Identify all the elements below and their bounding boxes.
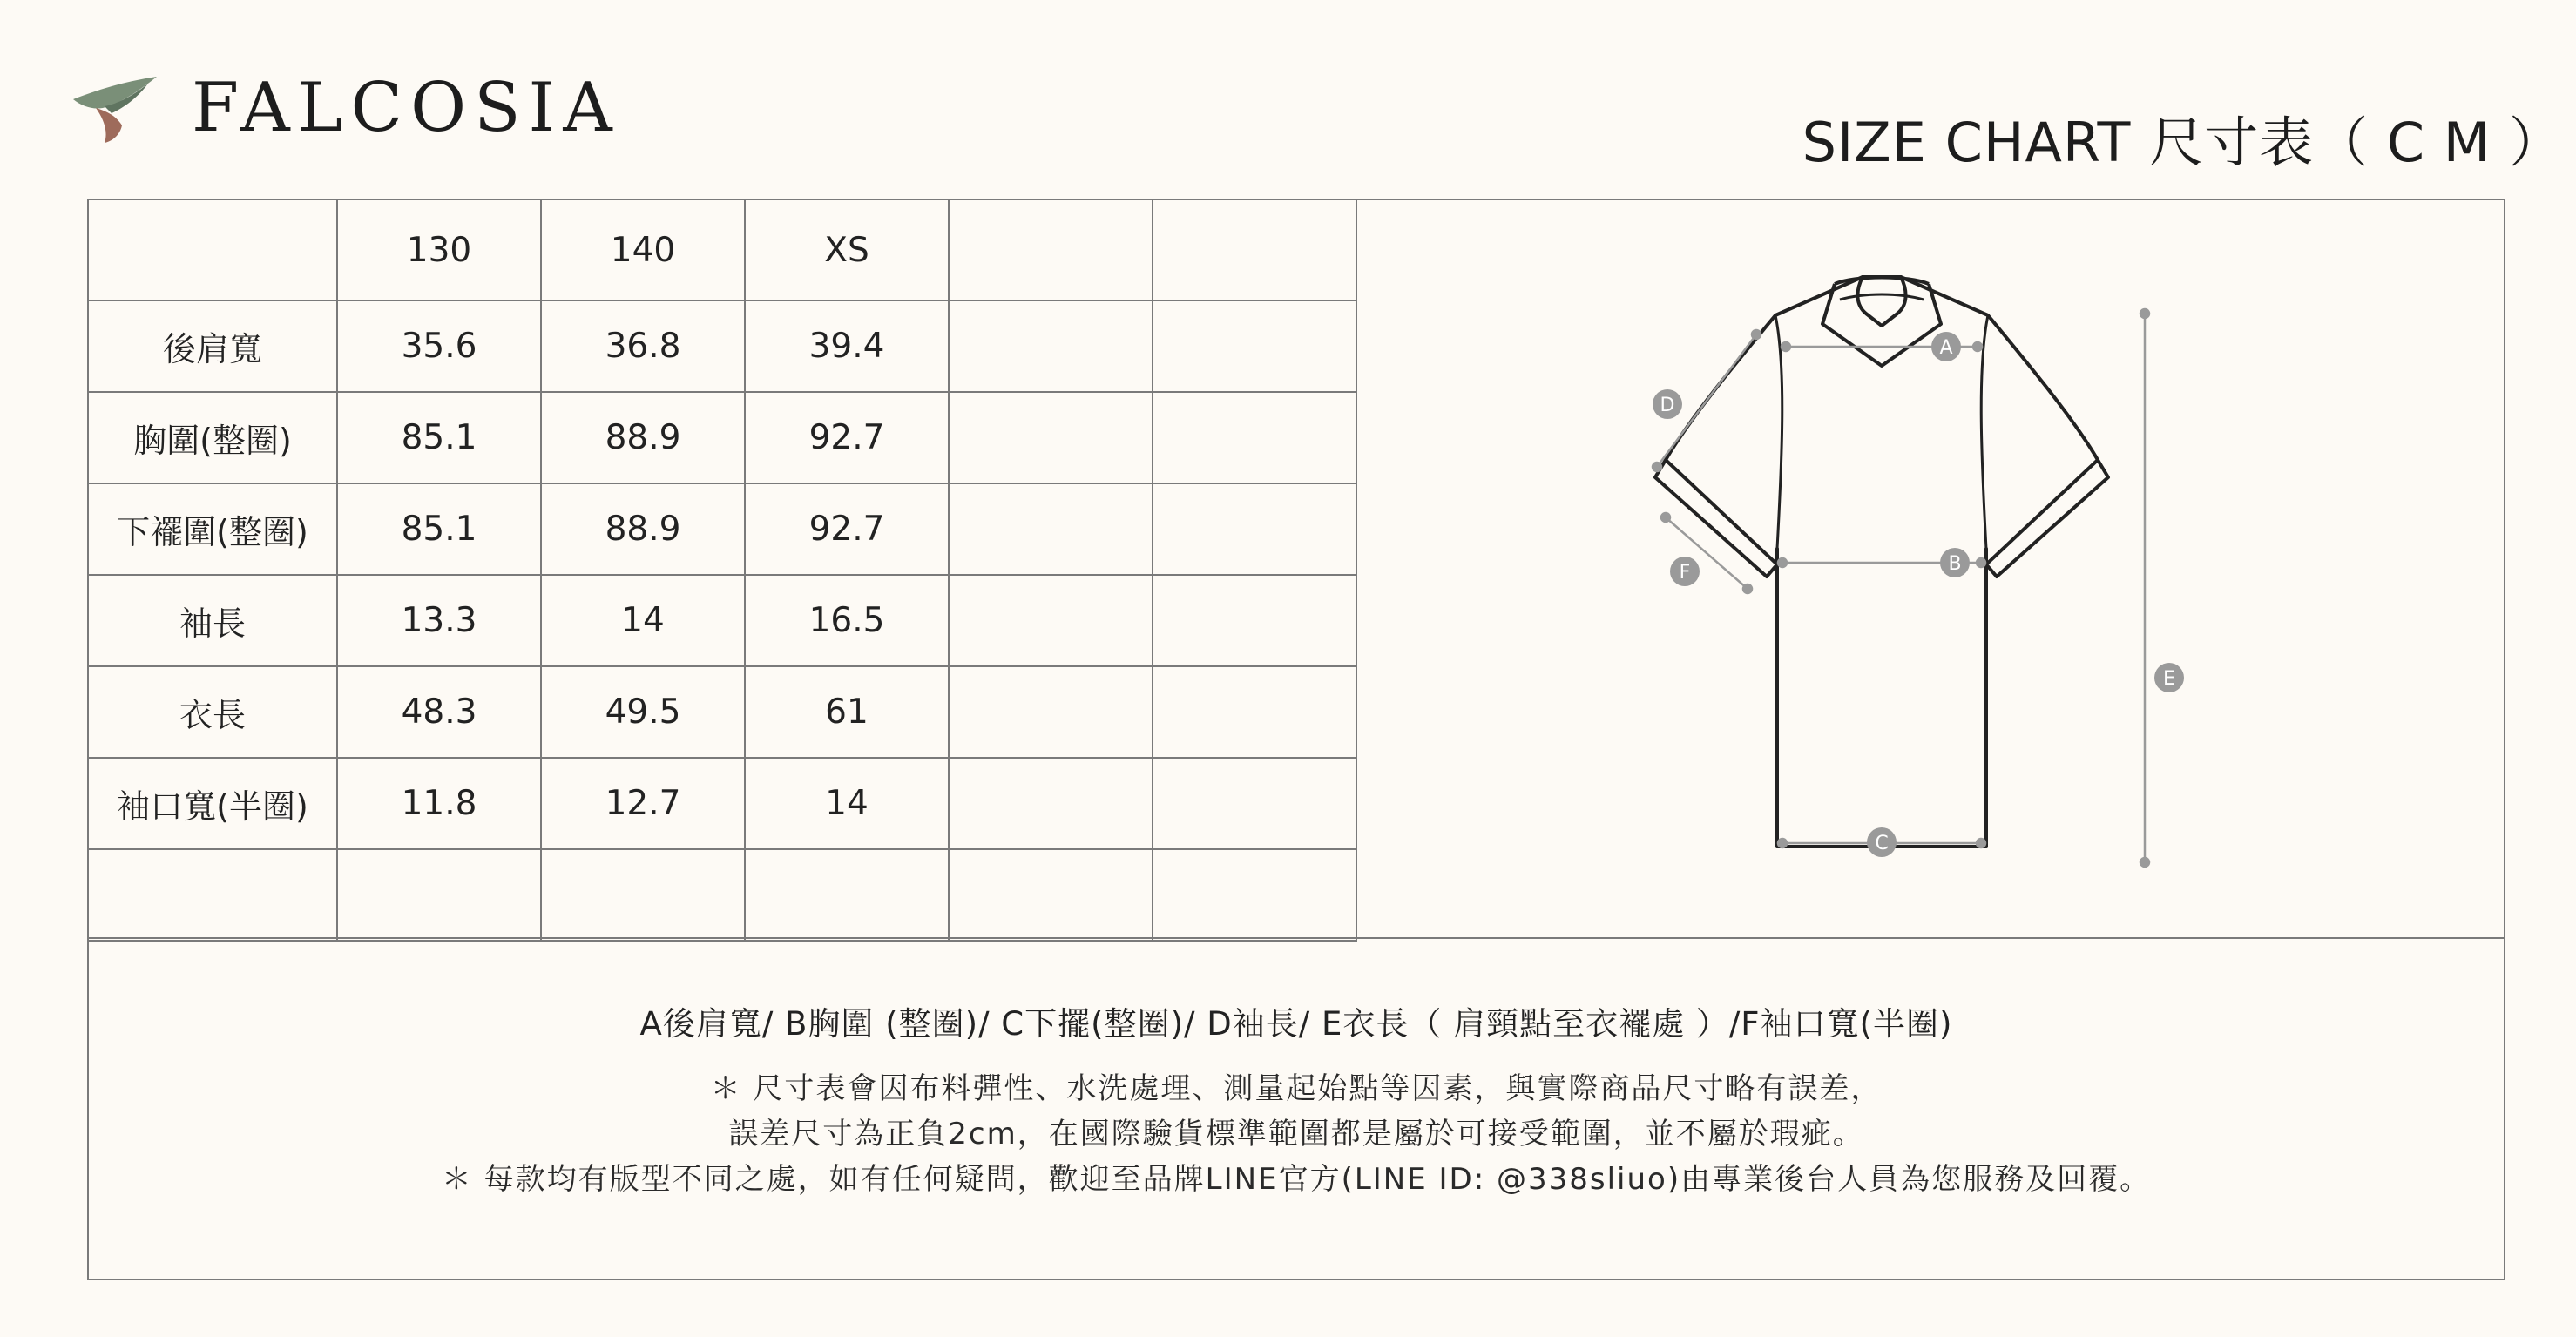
table-cell: 14 <box>745 758 949 849</box>
marker-b <box>1940 548 1970 577</box>
svg-text:C: C <box>1875 833 1889 854</box>
table-row <box>88 758 1356 849</box>
table-cell <box>1153 392 1356 483</box>
brand-name: FALCOSIA <box>192 69 620 147</box>
table-cell <box>337 849 541 941</box>
table-cell: 49.5 <box>541 666 745 758</box>
marker-a <box>1931 332 1961 361</box>
table-cell <box>949 300 1153 392</box>
table-cell: 14 <box>541 575 745 666</box>
row-label: 後肩寬 <box>88 300 337 392</box>
table-cell <box>949 392 1153 483</box>
table-cell <box>1153 849 1356 941</box>
table-cell: 61 <box>745 666 949 758</box>
table-row <box>88 666 1356 758</box>
marker-e <box>2154 663 2184 692</box>
marker-d <box>1653 389 1682 419</box>
polo-shirt-outline-icon <box>1620 261 2213 888</box>
row-label <box>88 849 337 941</box>
marker-f <box>1670 557 1700 586</box>
table-cell: 48.3 <box>337 666 541 758</box>
section-divider <box>87 937 2505 939</box>
falcon-leaf-icon <box>70 64 160 148</box>
row-label: 袖口寬(半圈) <box>88 758 337 849</box>
collar-outline <box>1857 277 1905 326</box>
note-line: ＊ 尺寸表會因布料彈性、水洗處理、測量起始點等因素，與實際商品尺寸略有誤差， <box>710 1071 1883 1106</box>
svg-text:E: E <box>2163 668 2175 690</box>
row-label: 衣長 <box>88 666 337 758</box>
table-header-cell: 130 <box>337 199 541 300</box>
table-cell: 39.4 <box>745 300 949 392</box>
table-cell: 12.7 <box>541 758 745 849</box>
table-cell <box>949 483 1153 575</box>
table-header-cell: XS <box>745 199 949 300</box>
table-cell: 92.7 <box>745 392 949 483</box>
table-row <box>88 849 1356 941</box>
table-cell: 92.7 <box>745 483 949 575</box>
notes-section <box>87 993 2505 1202</box>
table-cell <box>1153 300 1356 392</box>
table-cell <box>949 575 1153 666</box>
table-row <box>88 300 1356 392</box>
table-header-cell <box>1153 199 1356 300</box>
table-cell <box>1153 666 1356 758</box>
table-cell <box>1153 575 1356 666</box>
table-cell: 16.5 <box>745 575 949 666</box>
svg-text:F: F <box>1679 562 1691 584</box>
table-row <box>88 575 1356 666</box>
table-header-cell <box>88 199 337 300</box>
notes-block <box>87 1066 2505 1202</box>
table-cell: 88.9 <box>541 483 745 575</box>
row-label: 胸圍(整圈) <box>88 392 337 483</box>
table-row <box>88 392 1356 483</box>
row-label: 下襬圍(整圈) <box>88 483 337 575</box>
table-header-cell: 140 <box>541 199 745 300</box>
table-cell <box>949 666 1153 758</box>
table-cell: 11.8 <box>337 758 541 849</box>
table-cell <box>745 849 949 941</box>
table-row <box>88 483 1356 575</box>
row-label: 袖長 <box>88 575 337 666</box>
table-cell <box>949 849 1153 941</box>
table-cell <box>1153 483 1356 575</box>
table-header-row <box>88 199 1356 300</box>
table-cell: 88.9 <box>541 392 745 483</box>
svg-text:B: B <box>1948 553 1962 575</box>
table-cell: 85.1 <box>337 392 541 483</box>
table-cell: 85.1 <box>337 483 541 575</box>
table-cell: 36.8 <box>541 300 745 392</box>
note-line: 誤差尺寸為正負2cm，在國際驗貨標準範圍都是屬於可接受範圍，並不屬於瑕疵。 <box>728 1117 1864 1151</box>
table-cell <box>949 758 1153 849</box>
brand-logo <box>70 63 160 150</box>
table-cell: 13.3 <box>337 575 541 666</box>
table-cell <box>541 849 745 941</box>
table-header-cell <box>949 199 1153 300</box>
measurement-legend: A後肩寬/ B胸圍 (整圈)/ C下擺(整圈)/ D袖長/ E衣長（ 肩頸點至衣襬處 ）/F袖口寬(半圈) <box>639 1005 1953 1043</box>
marker-c <box>1867 827 1897 857</box>
note-line: ＊ 每款均有版型不同之處，如有任何疑問，歡迎至品牌LINE官方(LINE ID: @338sliuo)由專業後台人員為您服務及回覆。 <box>441 1162 2152 1197</box>
svg-text:D: D <box>1660 395 1675 416</box>
table-cell: 35.6 <box>337 300 541 392</box>
size-chart-title: SIZE CHART 尺寸表（ C M ） <box>1802 111 2564 174</box>
svg-text:A: A <box>1939 337 1953 359</box>
size-table <box>87 199 1357 942</box>
table-cell <box>1153 758 1356 849</box>
